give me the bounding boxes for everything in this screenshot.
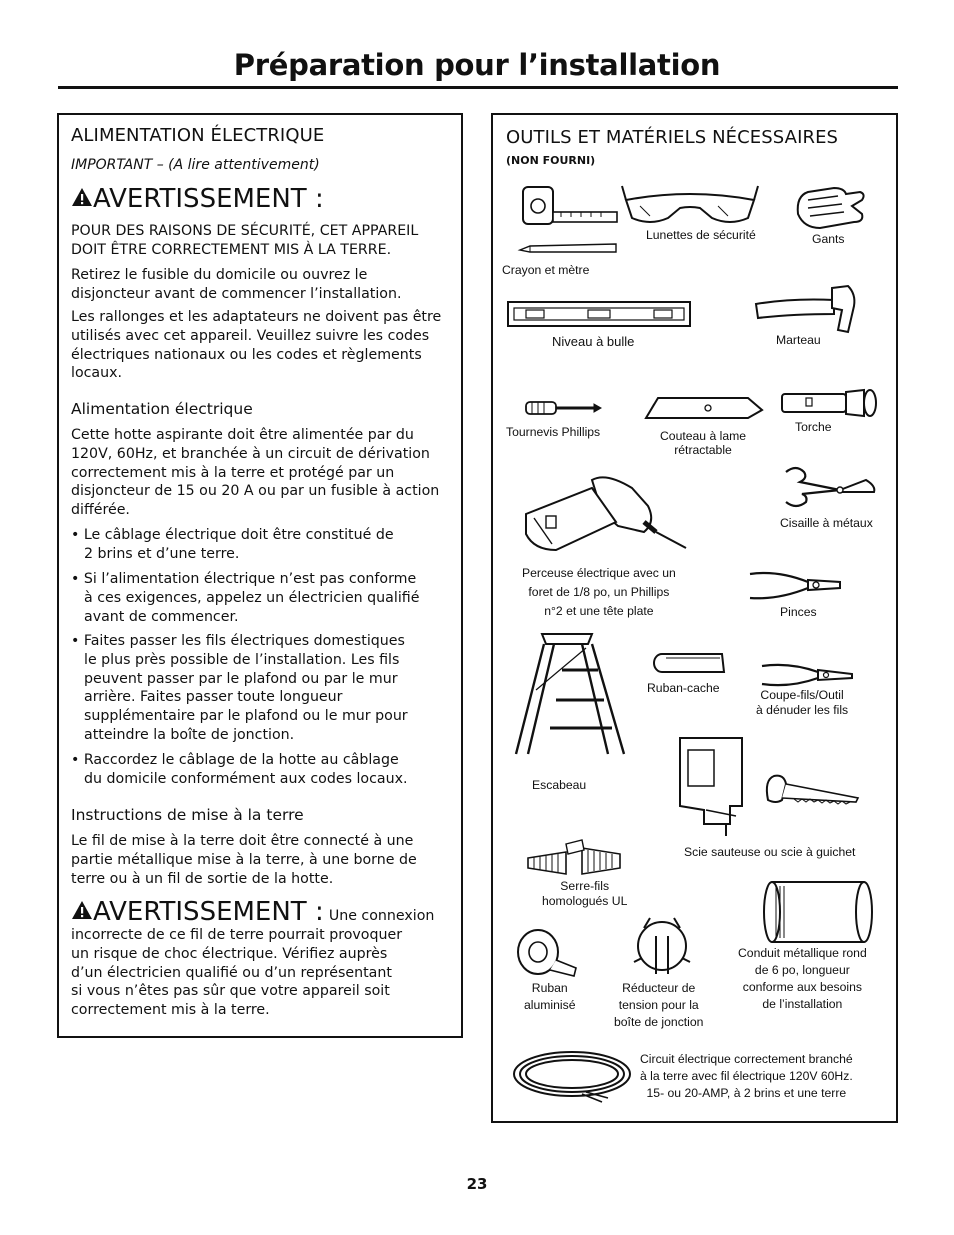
wire-nuts-icon — [526, 838, 624, 878]
gloves-icon — [794, 184, 866, 232]
important-note: IMPORTANT – (A lire attentivement) — [71, 157, 320, 173]
electrical-heading: ALIMENTATION ÉLECTRIQUE — [71, 125, 325, 146]
caption-knife — [660, 429, 746, 457]
text-line: incorrecte de ce fil de terre pourrait provoquer — [71, 927, 403, 943]
text-line: atteindre la boîte de jonction. — [84, 726, 295, 743]
flashlight-icon — [780, 388, 880, 420]
text-line: • Faites passer les fils électriques domestiques — [71, 633, 405, 649]
caption-line: à la terre avec fil électrique 120V 60Hz. — [640, 1069, 853, 1083]
text-line: différée. — [71, 502, 130, 519]
caption-foil-tape — [524, 980, 575, 1014]
fuse-paragraph — [71, 266, 401, 304]
caption-line: de l’installation — [762, 997, 843, 1011]
caption-pencil-tape: Crayon et mètre — [502, 263, 590, 277]
caption-duct — [738, 945, 867, 1013]
text-line: • Raccordez le câblage de la hotte au câblage — [71, 752, 399, 768]
electrical-cable-icon — [510, 1048, 636, 1104]
caption-circuit — [640, 1051, 853, 1102]
caption-line: foret de 1/8 po, un Phillips — [528, 585, 670, 599]
step-ladder-icon — [512, 630, 632, 758]
utility-knife-icon — [644, 394, 764, 422]
caption-masking-tape: Ruban-cache — [647, 681, 720, 695]
caption-line: Coupe-fils/Outil — [760, 688, 844, 702]
caption-line: Serre-fils — [560, 879, 610, 893]
page-number: 23 — [466, 1175, 488, 1193]
caption-line: homologués UL — [542, 894, 628, 908]
screwdriver-icon — [524, 398, 602, 418]
warning-inline-text: Une connexion — [328, 908, 435, 924]
grounding-paragraph — [71, 832, 417, 888]
round-duct-icon — [762, 880, 874, 944]
power-supply-paragraph — [71, 426, 439, 520]
keyhole-saw-icon — [764, 772, 862, 808]
text-line: peuvent passer par le plafond ou par le mur — [84, 670, 398, 687]
text-line: POUR DES RAISONS DE SÉCURITÉ, CET APPAREIL — [71, 223, 419, 239]
text-line: utilisés avec cet appareil. Veuillez suivre les codes — [71, 327, 430, 344]
text-line: avant de commencer. — [84, 608, 239, 625]
foil-tape-icon — [516, 928, 580, 978]
caption-ladder: Escabeau — [532, 778, 587, 792]
caption-line: boîte de jonction — [614, 1015, 704, 1029]
bullet-routing — [71, 632, 408, 745]
text-line: le plus près possible de l’installation. Les fils — [84, 651, 400, 668]
text-line: à ces exigences, appelez un électricien qualifié — [84, 589, 420, 606]
jig-saw-icon — [676, 736, 748, 838]
caption-line: Réducteur de — [622, 981, 696, 995]
strain-relief-icon — [630, 916, 694, 978]
text-line: arrière. Faites passer toute longueur — [84, 689, 343, 706]
caption-hammer: Marteau — [776, 333, 821, 347]
wire-stripper-icon — [760, 662, 856, 688]
text-line: du domicile conformément aux codes locaux. — [84, 770, 408, 787]
text-line: • Si l’alimentation électrique n’est pas conforme — [71, 571, 417, 587]
text-line: si vous n’êtes pas sûr que votre appareil soit — [71, 983, 390, 1000]
caption-line: Conduit métallique rond — [738, 946, 867, 960]
caption-line: n°2 et une tête plate — [544, 604, 654, 618]
caption-line: Perceuse électrique avec un — [522, 566, 676, 580]
caption-saw: Scie sauteuse ou scie à guichet — [684, 845, 856, 859]
caption-level: Niveau à bulle — [552, 334, 635, 349]
text-line: d’un électricien qualifié ou d’un représentant — [71, 964, 392, 981]
caption-line: Circuit électrique correctement branché — [640, 1052, 853, 1066]
caption-line: de 6 po, longueur — [754, 963, 850, 977]
power-supply-subheading: Alimentation électrique — [71, 400, 253, 418]
caption-flashlight: Torche — [795, 420, 832, 434]
safety-paragraph — [71, 222, 418, 260]
safety-glasses-icon — [620, 184, 760, 228]
text-line: Le fil de mise à la terre doit être connecté à une — [71, 833, 414, 849]
text-line: partie métallique mise à la terre, à une borne de — [71, 851, 417, 868]
extension-cord-paragraph — [71, 308, 441, 383]
text-line: DOIT ÊTRE CORRECTEMENT MIS À LA TERRE. — [71, 241, 392, 258]
text-line: disjoncteur de 15 ou 20 A ou par un fusible à action — [71, 483, 440, 500]
caption-screwdriver: Tournevis Phillips — [506, 425, 601, 439]
page-title: Préparation pour l’installation — [233, 48, 721, 82]
warning-icon — [71, 900, 93, 920]
title-rule — [58, 86, 898, 89]
caption-wire-nuts — [542, 879, 627, 909]
drill-icon — [520, 470, 690, 560]
bullet-nonconforming — [71, 570, 419, 626]
text-line: 120V, 60Hz, et branchée à un circuit de dérivation — [71, 445, 430, 462]
caption-line: tension pour la — [618, 998, 699, 1012]
tools-subheading: (NON FOURNI) — [506, 154, 596, 167]
tin-snips-icon — [780, 462, 880, 514]
warning-heading-2 — [71, 897, 434, 927]
caption-drill — [522, 564, 676, 621]
warning-label-2: AVERTISSEMENT : — [93, 897, 324, 927]
text-line: • Le câblage électrique doit être constitué de — [71, 527, 394, 543]
tools-heading: OUTILS ET MATÉRIELS NÉCESSAIRES — [506, 127, 839, 148]
level-icon — [506, 300, 692, 328]
caption-line: à dénuder les fils — [756, 703, 849, 717]
caption-line: rétractable — [674, 443, 732, 457]
caption-line: 15- ou 20-AMP, à 2 brins et une terre — [646, 1086, 847, 1100]
text-line: disjoncteur avant de commencer l’installation. — [71, 285, 402, 302]
grounding-warning-paragraph — [71, 926, 402, 1020]
text-line: Cette hotte aspirante doit être alimentée par du — [71, 427, 414, 443]
text-line: Retirez le fusible du domicile ou ouvrez le — [71, 267, 368, 283]
caption-gloves: Gants — [812, 232, 845, 246]
bullet-local-codes — [71, 751, 408, 789]
warning-heading-1 — [71, 184, 324, 214]
warning-icon — [71, 187, 93, 207]
text-line: terre ou à un fil de sortie de la hotte. — [71, 870, 334, 887]
masking-tape-icon — [652, 652, 728, 674]
bullet-wiring — [71, 526, 394, 564]
caption-line: Couteau à lame — [660, 429, 747, 443]
text-line: correctement mis à la terre et protégé par un — [71, 464, 395, 481]
text-line: correctement mis à la terre. — [71, 1002, 270, 1019]
text-line: locaux. — [71, 365, 123, 382]
tape-measure-pencil-icon — [516, 184, 626, 262]
caption-tin-snips: Cisaille à métaux — [780, 516, 873, 530]
text-line: 2 brins et d’une terre. — [84, 545, 240, 562]
caption-glasses: Lunettes de sécurité — [646, 228, 756, 242]
text-line: un risque de choc électrique. Vérifiez auprès — [71, 945, 388, 962]
grounding-subheading: Instructions de mise à la terre — [71, 806, 304, 824]
text-line: Les rallonges et les adaptateurs ne doivent pas être — [71, 309, 442, 325]
caption-strain-relief — [614, 980, 703, 1031]
caption-line: Ruban — [531, 981, 568, 995]
caption-line: conforme aux besoins — [742, 980, 862, 994]
caption-pliers: Pinces — [780, 605, 817, 619]
text-line: supplémentaire par le plafond ou le mur pour — [84, 708, 408, 725]
hammer-icon — [752, 284, 860, 336]
caption-line: aluminisé — [524, 998, 576, 1012]
caption-wire-stripper — [756, 688, 848, 718]
warning-label-1: AVERTISSEMENT : — [93, 184, 324, 214]
pliers-icon — [748, 568, 844, 602]
text-line: électriques nationaux ou les codes et règlements — [71, 346, 422, 363]
